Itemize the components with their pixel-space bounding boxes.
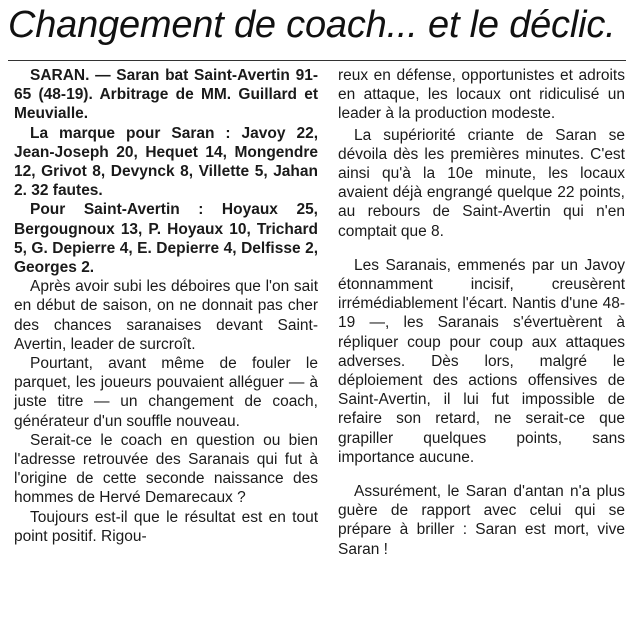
article-left-column [14, 66, 318, 546]
article-paragraph: Pourtant, avant même de fouler le parquet, les joueurs pouvaient alléguer — à juste titre — un changement de coach, générateur d'un souffle nouveau. [14, 355, 318, 430]
article-paragraph: Assurément, le Saran d'antan n'a plus guère de rapport avec celui qui se prépare à briller : Saran est mort, vive Saran ! [338, 483, 625, 558]
article-right-column [338, 66, 625, 559]
article-paragraph: Les Saranais, emmenés par un Javoy étonnamment incisif, creusèrent irrémédiablement l'écart. Nantis d'une 48-19 —, les Saranais s'évertuèrent à répliquer coup pour coup aux attaques adverses. Dès lors, malgré le déploiement des actions offensives de Saint-Avertin, il lui fut impossible de refaire son retard, ne serait-ce que grapiller quelques points, sans importance aucune. [338, 256, 625, 466]
article-paragraph: Après avoir subi les déboires que l'on sait en début de saison, on ne donnait pas cher des chances saranaises devant Saint-Avertin, leader de surcroît. [14, 278, 318, 353]
match-result: SARAN. — Saran bat Saint-Avertin 91-65 (48-19). Arbitrage de MM. Guillard et Meuvialle. [14, 67, 318, 123]
article-paragraph: La supériorité criante de Saran se dévoila dès les premières minutes. C'est ainsi qu'à la 10e minute, les locaux avaient déjà engrangé quelque 22 points, au rebours de Saint-Avertin qui n'en comptait que 8. [338, 126, 625, 240]
saran-scorers: La marque pour Saran : Javoy 22, Jean-Joseph 20, Hequet 14, Mongendre 12, Grivot 8, Devynck 8, Villette 5, Jahan 2. 32 fautes. [14, 124, 318, 200]
headline-rule [8, 60, 626, 61]
article-paragraph: Toujours est-il que le résultat est en tout point positif. Rigou- [14, 508, 318, 545]
article-paragraph: reux en défense, opportunistes et adroits en attaque, les locaux ont ridiculisé un leader à la production modeste. [338, 67, 625, 123]
article-headline: Changement de coach... et le déclic. [8, 4, 616, 46]
article-paragraph: Serait-ce le coach en question ou bien l'adresse retrouvée des Saranais qui fut à l'origine de cette seconde naissance des hommes de Hervé Demarecaux ? [14, 431, 318, 507]
saint-avertin-scorers: Pour Saint-Avertin : Hoyaux 25, Bergougnoux 13, P. Hoyaux 10, Trichard 5, G. Depierre 4, E. Depierre 4, Delfisse 2, Georges 2. [14, 201, 318, 277]
